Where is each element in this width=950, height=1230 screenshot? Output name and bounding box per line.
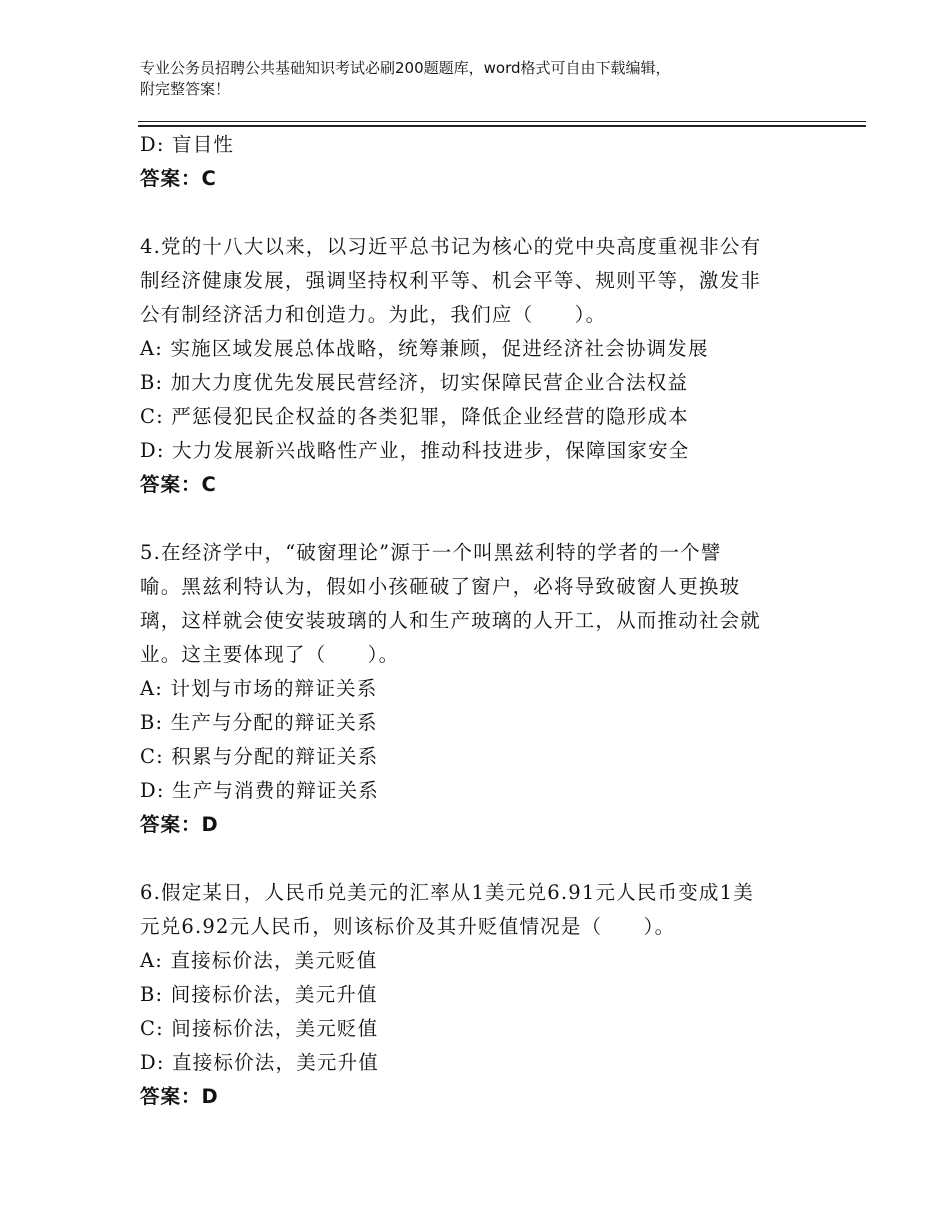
header-divider-thick (138, 125, 866, 127)
question-list (140, 128, 810, 1114)
option-b: B: 生产与分配的辩证关系 (140, 711, 378, 734)
question-4 (140, 230, 810, 502)
question-6 (140, 876, 810, 1114)
question-text: 6.假定某日，人民币兑美元的汇率从1美元兑6.91元人民币变成1美 元兑6.92元人民币，则该标价及其升贬值情况是（ ）。 (140, 881, 754, 938)
page-header: 专业公务员招聘公共基础知识考试必刷200题题库，word格式可自由下载编辑， 附完整答案！ (140, 59, 671, 98)
answer: 答案：D (140, 1085, 219, 1108)
option-c: C: 间接标价法，美元贬值 (140, 1017, 379, 1040)
option-c: C: 严惩侵犯民企权益的各类犯罪，降低企业经营的隐形成本 (140, 405, 689, 428)
option-a: A: 直接标价法，美元贬值 (140, 949, 378, 972)
header-divider (138, 121, 866, 122)
option-b: B: 加大力度优先发展民营经济，切实保障民营企业合法权益 (140, 371, 689, 394)
option-d: D: 大力发展新兴战略性产业，推动科技进步，保障国家安全 (140, 439, 690, 462)
question-text: 4.党的十八大以来，以习近平总书记为核心的党中央高度重视非公有 制经济健康发展，强调坚持权利平等、机会平等、规则平等，激发非 公有制经济活力和创造力。为此，我们应（ ）。 (140, 235, 762, 326)
option-a: A: 计划与市场的辩证关系 (140, 677, 378, 700)
option-d: D: 直接标价法，美元升值 (140, 1051, 380, 1074)
option-d: D: 盲目性 (140, 133, 235, 156)
question-text: 5.在经济学中，“破窗理论”源于一个叫黑兹利特的学者的一个譬 喻。黑兹利特认为，假如小孩砸破了窗户，必将导致破窗人更换玻 璃，这样就会使安装玻璃的人和生产玻璃的人开工，从而推动社会就 业。这主要体现了（ ）。 (140, 541, 762, 666)
option-c: C: 积累与分配的辩证关系 (140, 745, 379, 768)
option-b: B: 间接标价法，美元升值 (140, 983, 378, 1006)
previous-question-tail (140, 128, 810, 196)
answer: 答案：D (140, 813, 219, 836)
option-d: D: 生产与消费的辩证关系 (140, 779, 380, 802)
answer: 答案：C (140, 167, 217, 190)
option-a: A: 实施区域发展总体战略，统筹兼顾，促进经济社会协调发展 (140, 337, 709, 360)
question-5 (140, 536, 810, 842)
answer: 答案：C (140, 473, 217, 496)
